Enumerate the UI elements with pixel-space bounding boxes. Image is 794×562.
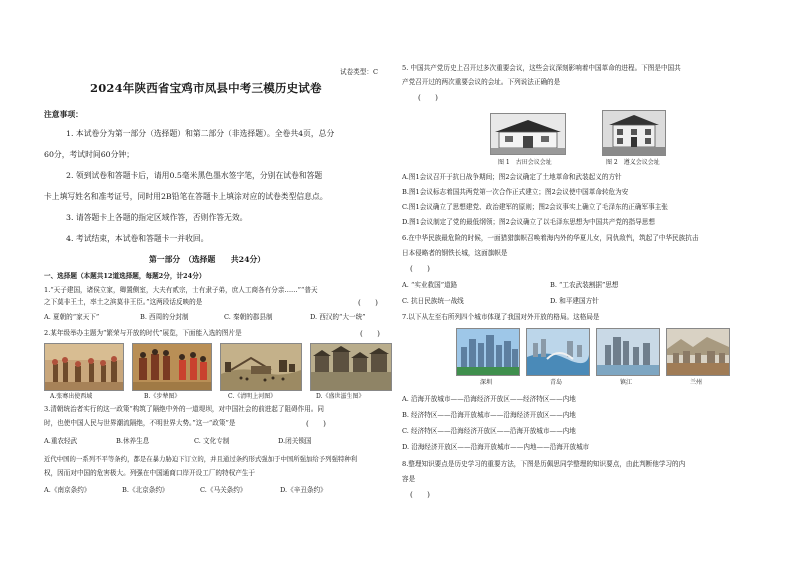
q7-image-lanzhou [666,328,730,376]
q4-option-b: B.《北京条约》 [122,486,169,494]
notice-item-1b: 60分，考试时间60分钟； [44,150,135,159]
q1-line-1: 1.“天子建国，诸侯立家，卿置侧室，大夫有贰宗，士有隶子弟，庶人工商各有分亲……”“普天 [44,286,318,294]
q7-option-d: D. 沿海经济开放区——沿海开放城市——内地——沿海开放城市 [402,443,590,451]
notice-heading: 注意事项： [44,110,83,119]
q7-line: 7.以下从左至右所列四个城市体现了我国对外开放的格局。这格局是 [402,313,600,321]
q7-image-zhenjiang [596,328,660,376]
notice-item-2a: 2. 领到试卷和答题卡后，请用0.5毫米黑色墨水签字笔，分别在试卷和答题 [66,171,323,180]
notice-item-2b: 卡上填写姓名和准考证号，同时用2B铅笔在答题卡上填涂对应的试卷类型信息点。 [44,192,328,201]
q1-option-c: C. 秦朝的郡县制 [224,313,273,321]
q5-caption-2: 图 2 遵义会议会址 [606,159,660,166]
q7-option-c: C. 经济特区——沿海经济开放区——沿海开放城市——内地 [402,427,576,435]
q2-caption-c: C.《清明上河图》 [228,393,277,400]
q8-line-2: 容是 [402,475,416,483]
q4-line-1: 近代中国的一系列不平等条约，都是在暴力胁迫下订立的，并且通过条约形式强加于中国所强加给予列强特种利 [44,455,358,463]
q3-option-b: B.休养生息 [116,437,150,445]
q1-answer-paren: ( ) [358,298,378,307]
q2-image-c [220,343,302,391]
q3-option-d: D.闭关锁国 [278,437,312,445]
q7-option-a: A. 沿海开放城市——沿海经济开放区——经济特区——内地 [402,395,576,403]
q7-image-qingdao [526,328,590,376]
q7-caption-shenzhen: 深圳 [480,379,493,386]
q3-line-1: 3.清朝统治者实行的这一政策“构筑了隔绝中外的一道堤坝，对中国社会的前进起了阻碍作用。同 [44,405,325,413]
q6-line-1: 6.在中华民族最危险的时候，一面猎猎旗帜召唤着海内外的华夏儿女，同仇敌忾，筑起了中华民族抗击 [402,234,699,242]
notice-item-1a: 1. 本试卷分为第一部分（选择题）和第二部分（非选择题）。全卷共4页，总分 [66,129,335,138]
q2-image-b [132,343,212,391]
q1-line-2: 之下莫非王土，率土之滨莫非王臣。”这两段话反映的是 [44,298,203,306]
q7-caption-zhenjiang: 镇江 [620,379,633,386]
q4-option-c: C.《马关条约》 [200,486,247,494]
q8-line-1: 8.整理知识要点是历史学习的重要方法，下图是历佩思同学整理的知识要点，由此判断他学习的内 [402,460,686,468]
q2-answer-paren: ( ) [360,329,380,338]
notice-item-3: 3. 请答题卡上各题的指定区域作答，否则作答无效。 [66,213,248,222]
q5-option-a: A.图1会议召开于抗日战争期间；图2会议确定了土地革命和武装起义的方针 [402,173,622,181]
q2-caption-b: B.《步辇图》 [144,393,181,400]
q7-option-b: B. 经济特区——沿海开放城市——沿海经济开放区——内地 [402,411,576,419]
q5-image-gutian [490,113,566,155]
q1-option-d: D. 西汉的“大一统” [310,313,366,321]
q3-answer-paren: ( ) [306,419,326,428]
q3-line-2: 时，也使中国人民与世界潮流隔绝，不明世界大势。”这一“政策”是 [44,419,236,427]
q7-caption-lanzhou: 兰州 [690,379,703,386]
q8-answer-paren: ( ) [410,490,430,499]
q5-option-d: D.图1会议制定了党的最低纲领；图2会议确立了以毛泽东思想为中国共产党的指导思想 [402,218,655,226]
q3-option-a: A.重农轻武 [44,437,78,445]
notice-item-4: 4. 考试结束，本试卷和答题卡一并收回。 [66,234,209,243]
q5-option-c: C.图1会议确立了思想建党、政治建军的原则；图2会议事实上确立了毛泽东的正确军事主张 [402,203,668,211]
q2-image-a [44,343,124,391]
q1-option-b: B. 西周的分封制 [140,313,189,321]
q5-answer-paren: ( ) [418,93,438,102]
q2-image-d [310,343,392,391]
q5-option-b: B.图1会议标志着国共两党第一次合作正式建立；图2会议使中国革命转危为安 [402,188,629,196]
q7-caption-qingdao: 青岛 [550,379,563,386]
q6-option-c: C. 抗日民族统一战线 [402,297,464,305]
q6-option-b: B. “工农武装割据”思想 [550,281,619,289]
q7-image-shenzhen [456,328,520,376]
q6-option-d: D. 和平建国方针 [550,297,599,305]
q5-line-2: 产党召开过的两次重要会议的会址。下列说法正确的是 [402,78,561,86]
q6-option-a: A. “实业救国”道路 [402,281,458,289]
q4-option-a: A.《南京条约》 [44,486,91,494]
q2-caption-a: A.张骞出使西域 [50,393,93,400]
part1-heading: 第一部分 （选择题 共24分） [149,255,266,264]
q4-line-2: 权，因而对中国的危害极大。列强在中国通商口岸开设工厂的特权产生于 [44,469,255,477]
part1-instruction: 一、选择题（本题共12道选择题，每题2分，计24分） [44,272,206,280]
exam-type-label: 试卷类型：C [340,68,379,76]
q4-option-d: D.《辛丑条约》 [280,486,327,494]
q6-line-2: 日本侵略者的钢铁长城，这面旗帜是 [402,249,508,257]
q5-image-zunyi [602,110,666,156]
q3-option-c: C. 文化专制 [194,437,230,445]
page-title: 2024年陕西省宝鸡市凤县中考三模历史试卷 [90,81,322,95]
q6-answer-paren: ( ) [410,264,430,273]
q5-line-1: 5. 中国共产党历史上召开过多次重要会议，这些会议深刻影响着中国革命的进程。下图是中国共 [402,64,681,72]
q2-line: 2.某年级举办主题为“繁荣与开放的时代”展览，下面能入选的图片是 [44,329,242,337]
q2-caption-d: D.《盛世滋生图》 [316,393,365,400]
q5-caption-1: 图 1 古田会议会址 [498,159,552,166]
q1-option-a: A. 夏朝的“家天下” [44,313,100,321]
